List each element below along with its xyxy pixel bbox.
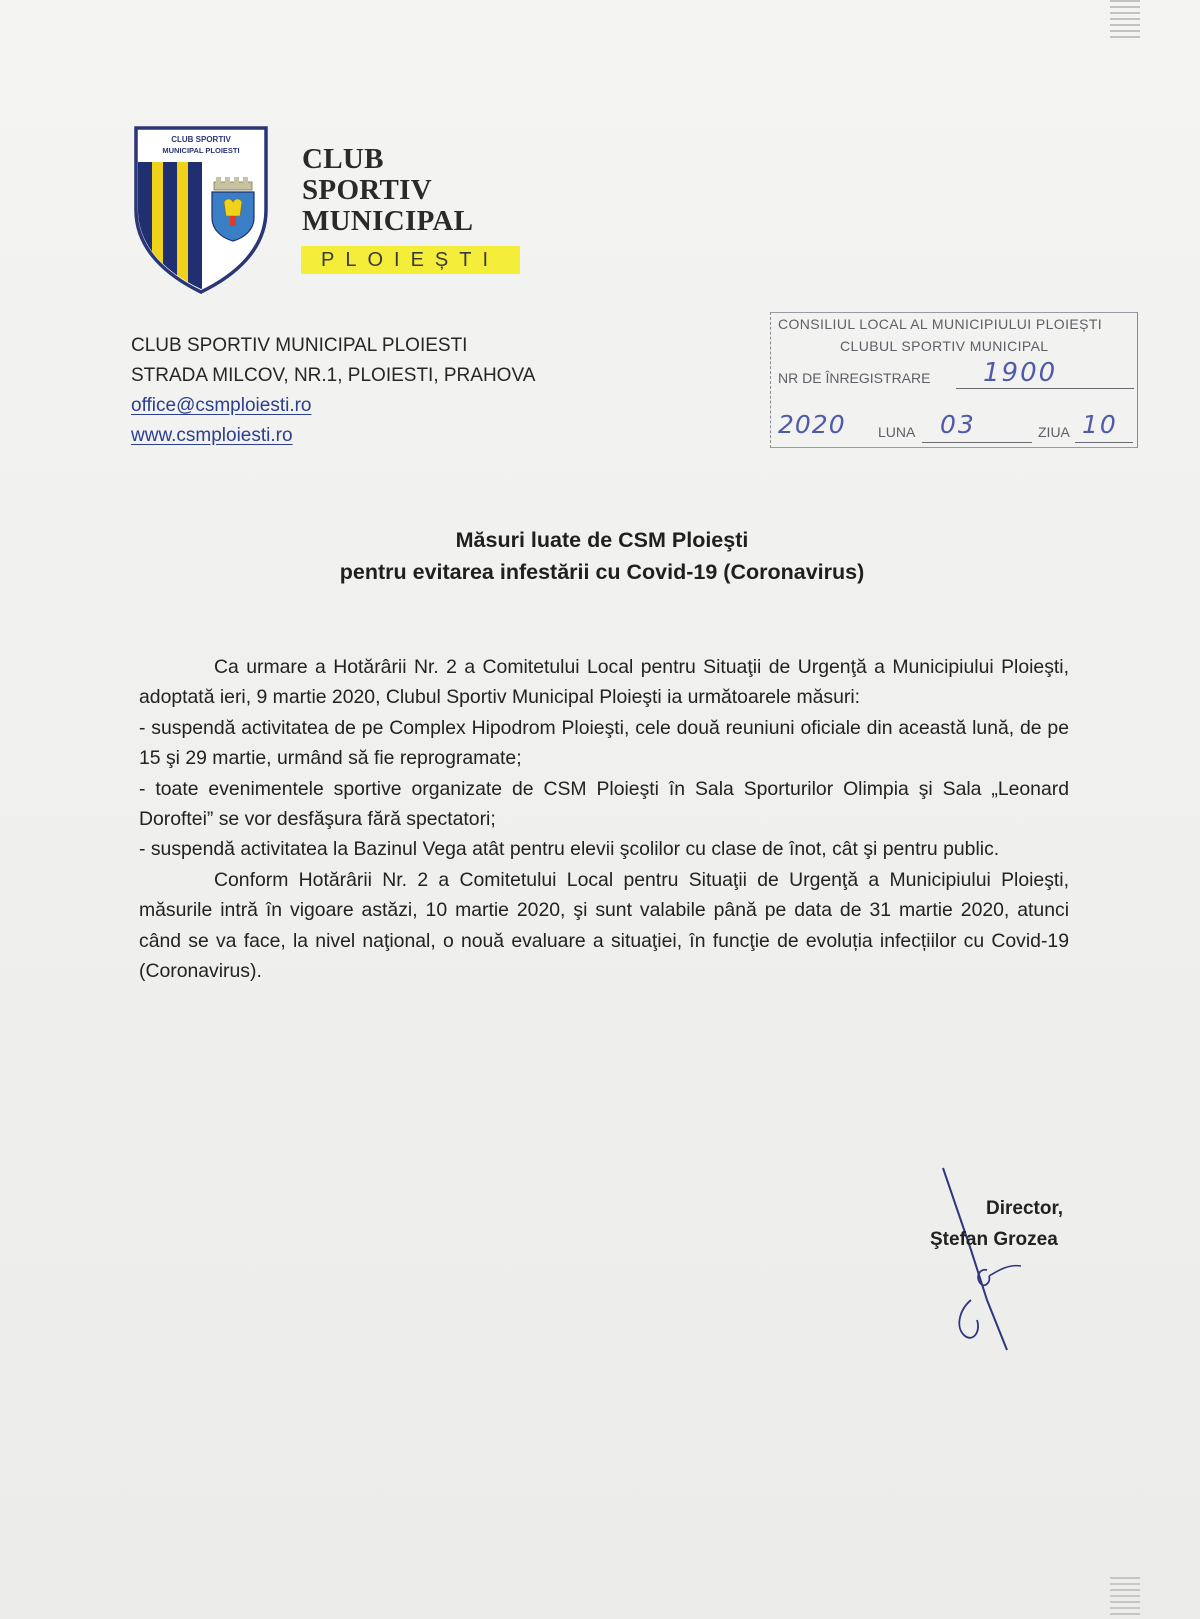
document-title <box>0 524 1200 588</box>
club-crest-icon <box>134 126 270 296</box>
stamp-day-underline <box>1075 442 1133 443</box>
stamp-reg-number: 1900 <box>983 358 1058 388</box>
handwritten-signature <box>925 1160 1035 1360</box>
club-name-line3: MUNICIPAL <box>302 205 474 237</box>
page-edge-mark-top <box>1110 0 1140 42</box>
stamp-club: CLUBUL SPORTIV MUNICIPAL <box>840 338 1049 354</box>
signature-name: Ştefan Grozea <box>930 1229 1058 1250</box>
body-item-3: - suspendă activitatea la Bazinul Vega atât pentru elevii şcolilor cu clase de înot, cât şi pentru public. <box>139 838 1000 861</box>
document-body <box>139 652 1069 986</box>
club-name-wordmark <box>302 144 473 237</box>
address-line1: CLUB SPORTIV MUNICIPAL PLOIESTI <box>131 335 468 356</box>
stamp-authority: CONSILIUL LOCAL AL MUNICIPIULUI PLOIEȘTI <box>778 316 1103 332</box>
club-name-line2: SPORTIV <box>302 174 432 206</box>
body-item-1: - suspendă activitatea de pe Complex Hipodrom Ploieşti, cele două reuniuni oficiale din această lună, de pe 15 şi 29 martie, urmând să fie reprogramate; <box>139 716 1069 770</box>
stamp-month: 03 <box>940 410 976 439</box>
stamp-reg-label: NR DE ÎNREGISTRARE <box>778 370 931 386</box>
registration-stamp <box>770 312 1140 450</box>
body-intro: Ca urmare a Hotărârii Nr. 2 a Comitetului Local pentru Situaţii de Urgenţă a Municipiului Ploieşti, adoptată ieri, 9 martie 2020, Clubul Sportiv Municipal Ploieşti ia următoarele măsuri: <box>139 656 1069 709</box>
club-name-line1: CLUB <box>302 143 384 175</box>
address-line2: STRADA MILCOV, NR.1, PLOIESTI, PRAHOVA <box>131 365 536 386</box>
body-closing: Conform Hotărârii Nr. 2 a Comitetului Local pentru Situaţii de Urgenţă a Municipiului Ploieşti, măsurile intră în vigoare astăzi, 10 martie 2020, şi sunt valabile până pe data de 31 martie 2020, atunci când se va face, la nivel naţional, o nouă evaluare a situaţiei, în funcţie de evoluția infecțiilor cu Covid-19 (Coronavirus). <box>139 868 1069 983</box>
club-city-band: PLOIEȘTI <box>301 246 520 274</box>
stamp-day: 10 <box>1082 410 1118 439</box>
stamp-reg-underline <box>956 388 1134 389</box>
signature-role: Director, <box>986 1198 1064 1219</box>
body-item-2: - toate evenimentele sportive organizate de CSM Ploieşti în Sala Sporturilor Olimpia şi Sala „Leonard Doroftei” se vor desfăşura fără spectatori; <box>139 777 1069 831</box>
stamp-month-label: LUNA <box>878 424 916 440</box>
crest-text-bottom: MUNICIPAL PLOIESTI <box>162 146 240 155</box>
crest-text-top: CLUB SPORTIV <box>171 135 231 144</box>
stamp-day-label: ZIUA <box>1038 424 1070 440</box>
club-logo <box>134 126 534 301</box>
title-line1: Măsuri luate de CSM Ploieşti <box>455 528 749 552</box>
stamp-month-underline <box>922 442 1032 443</box>
email-link[interactable]: office@csmploiesti.ro <box>131 395 312 416</box>
stamp-year: 2020 <box>778 410 846 439</box>
address-block <box>131 331 535 451</box>
website-link[interactable]: www.csmploiesti.ro <box>131 425 293 446</box>
title-line2: pentru evitarea infestării cu Covid-19 (Coronavirus) <box>339 560 865 584</box>
page-edge-mark-bottom <box>1110 1577 1140 1619</box>
